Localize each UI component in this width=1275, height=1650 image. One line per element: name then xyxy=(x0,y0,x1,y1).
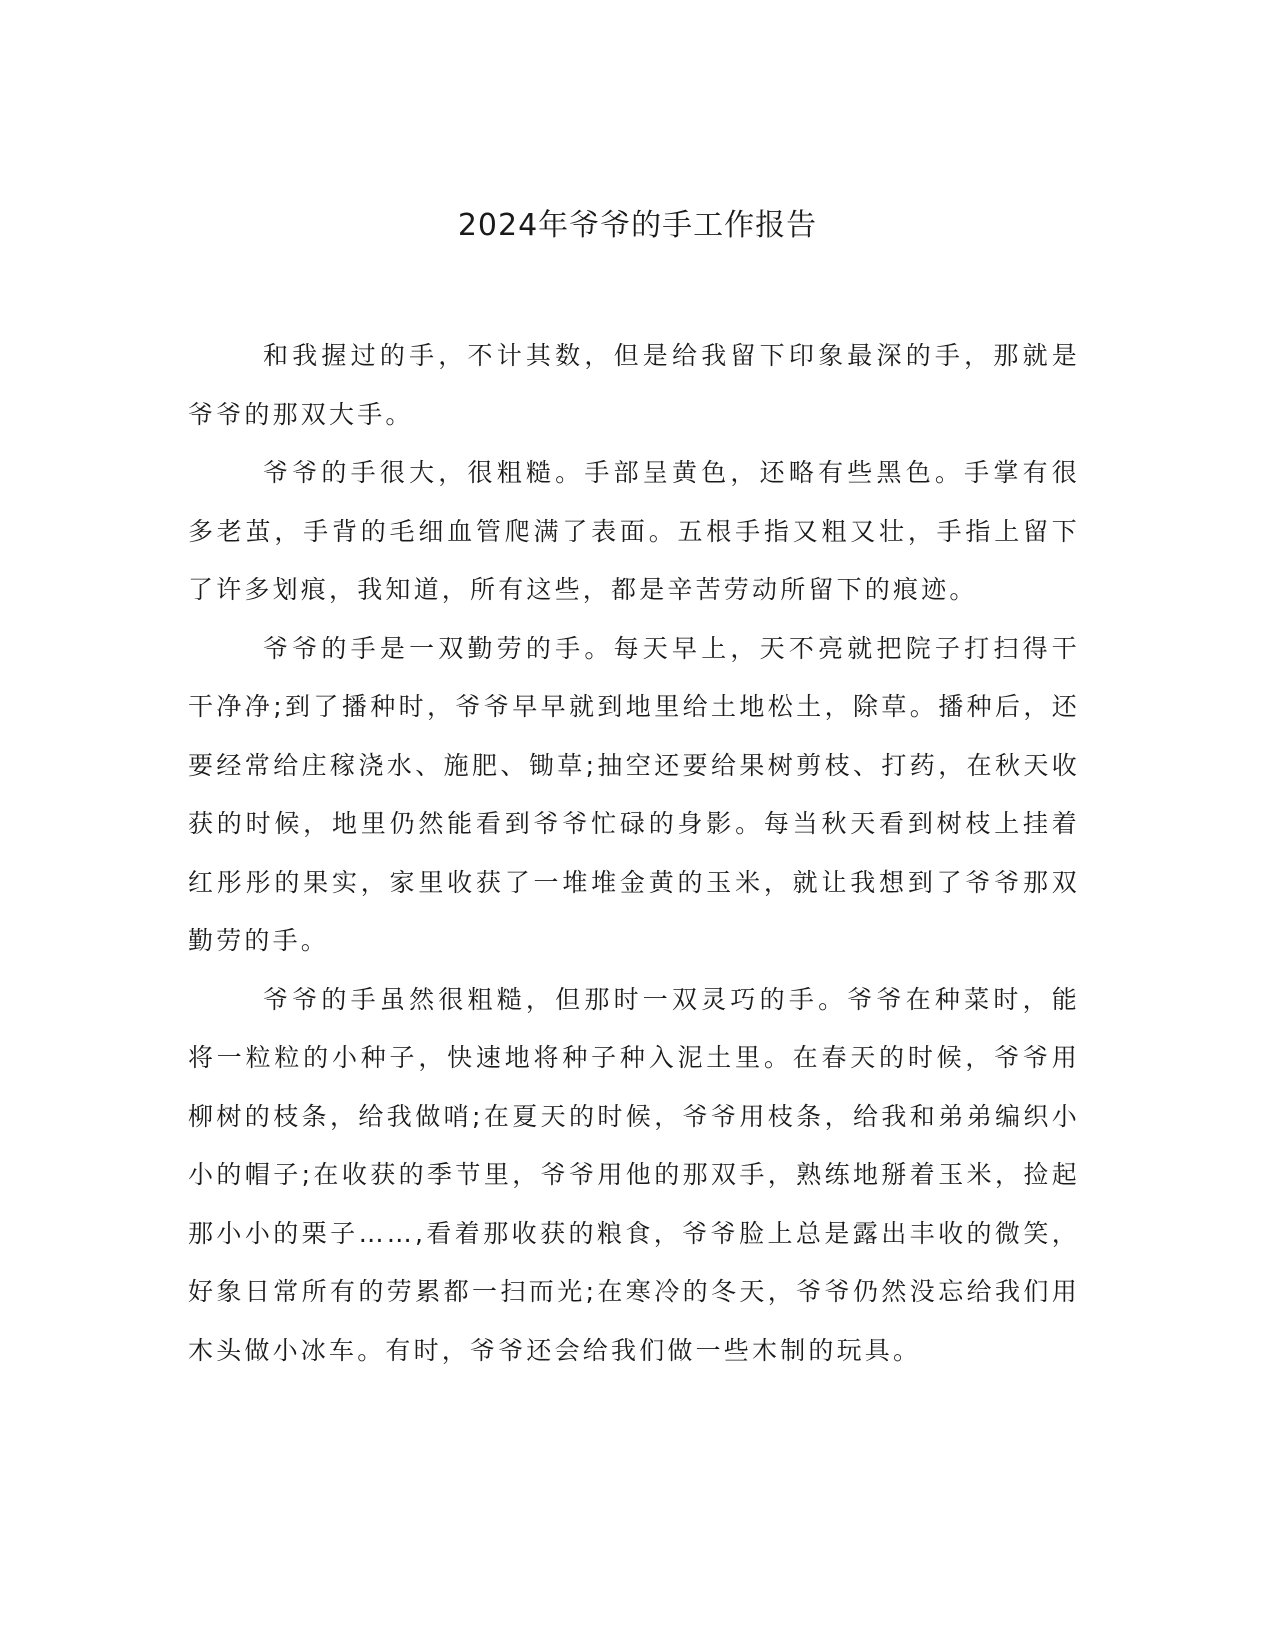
document-title: 2024年爷爷的手工作报告 xyxy=(457,208,818,243)
paragraph-3: 爷爷的手是一双勤劳的手。每天早上，天不亮就把院子打扫得干干净净;到了播种时，爷爷早早就到地里给土地松土，除草。播种后，还要经常给庄稼浇水、施肥、锄草;抽空还要给果树剪枝、打药，在秋天收获的时候，地里仍然能看到爷爷忙碌的身影。每当秋天看到树枝上挂着红彤彤的果实，家里收获了一堆堆金黄的玉米，就让我想到了爷爷那双勤劳的手。 xyxy=(188,633,1080,955)
paragraph-4: 爷爷的手虽然很粗糙，但那时一双灵巧的手。爷爷在种菜时，能将一粒粒的小种子，快速地将种子种入泥土里。在春天的时候，爷爷用柳树的枝条，给我做哨;在夏天的时候，爷爷用枝条，给我和弟弟编织小小的帽子;在收获的季节里，爷爷用他的那双手，熟练地掰着玉米，捡起那小小的栗子……,看着那收获的粮食，爷爷脸上总是露出丰收的微笑，好象日常所有的劳累都一扫而光;在寒冷的冬天，爷爷仍然没忘给我们用木头做小冰车。有时，爷爷还会给我们做一些木制的玩具。 xyxy=(188,984,1080,1365)
paragraph-1: 和我握过的手，不计其数，但是给我留下印象最深的手，那就是爷爷的那双大手。 xyxy=(188,341,1080,429)
paragraph-2: 爷爷的手很大，很粗糙。手部呈黄色，还略有些黑色。手掌有很多老茧，手背的毛细血管爬满了表面。五根手指又粗又壮，手指上留下了许多划痕，我知道，所有这些，都是辛苦劳动所留下的痕迹。 xyxy=(188,458,1080,604)
document-body xyxy=(188,327,1080,1380)
